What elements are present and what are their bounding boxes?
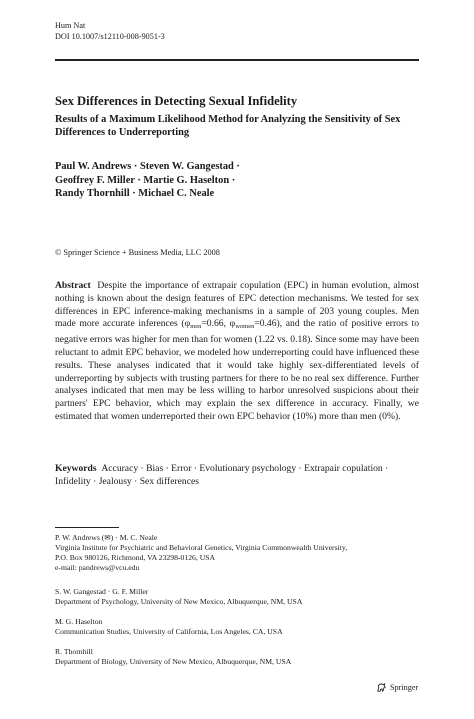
abstract-text-cont: and the ratio of positive errors to negative errors was higher for men than for women (1.22 vs. 0.18). Since some may have been reluctant to admit EPC behavior, we modeled how underreporting could have influenced these results. These analyses indicated that it would take highly sex-differentiated levels of underreporting by subjects with trusting partners for there to be no real sex difference. Further analyses indicated that men may be less willing to harbor unresolved suspicions about their partners' EPC behavior, which may explain the sex difference in accuracy. Finally, we estimated that women underreported their own EPC behavior (10%) more than men (0%). (55, 318, 420, 422)
affiliation-authors: P. W. Andrews (✉) · M. C. Neale (55, 533, 158, 542)
author-line: Randy Thornhill · Michael C. Neale (55, 188, 215, 199)
affiliation-email: e-mail: pandrews@vcu.edu (55, 563, 140, 572)
affiliation-block (55, 617, 419, 637)
abstract-text: Despite the importance of extrapair copulation (EPC) in human evolution, almost nothing is known about the design features of EPC detection mechanisms. We tested for sex differences in EPC inference-making mechanisms in a sample of 203 young couples. Men made more accurate inferences ( (55, 280, 419, 330)
abstract (55, 280, 419, 424)
affiliation-address: P.O. Box 980126, Richmond, VA 23298-0126, USA (55, 553, 216, 562)
affiliation-authors: M. G. Haselton (55, 617, 103, 626)
running-header (55, 21, 165, 42)
author-list (55, 160, 435, 201)
affiliation-block (55, 533, 419, 573)
affiliation-address: Department of Psychology, University of New Mexico, Albuquerque, NM, USA (55, 597, 303, 606)
phi-symbol: φ (229, 318, 236, 330)
affiliation-authors: R. Thornhill (55, 647, 93, 656)
author-line: Paul W. Andrews · Steven W. Gangestad · (55, 161, 240, 172)
abstract-label: Abstract (55, 280, 91, 291)
header-rule (55, 59, 419, 61)
author-line: Geoffrey F. Miller · Martie G. Haselton · (55, 174, 236, 186)
footnote-rule (55, 527, 119, 528)
value-men: =0.66, (201, 318, 230, 330)
springer-horse-icon (376, 682, 387, 693)
keywords-label: Keywords (55, 463, 97, 474)
subscript-women: women (235, 323, 255, 331)
phi-symbol: φ (184, 318, 191, 330)
affiliation-address: Virginia Institute for Psychiatric and Behavioral Genetics, Virginia Commonwealth University, (55, 543, 348, 552)
keywords-text: Accuracy · Bias · Error · Evolutionary psychology · Extrapair copulation · Infidelity · Jealousy · Sex differences (55, 463, 389, 487)
article-title: Sex Differences in Detecting Sexual Infidelity (55, 94, 298, 108)
affiliation-address: Communication Studies, University of California, Los Angeles, CA, USA (55, 627, 283, 636)
article-subtitle: Results of a Maximum Likelihood Method for Analyzing the Sensitivity of Sex Differences to Underreporting (55, 114, 401, 138)
keywords (55, 463, 419, 489)
affiliation-authors: S. W. Gangestad · G. F. Miller (55, 587, 149, 596)
affiliation-address: Department of Biology, University of New Mexico, Albuquerque, NM, USA (55, 657, 292, 666)
publisher-footer (376, 682, 418, 693)
publisher-name: Springer (390, 682, 419, 692)
affiliation-block (55, 587, 419, 607)
subscript-men: men (190, 323, 202, 331)
copyright-notice: © Springer Science + Business Media, LLC 2008 (55, 248, 220, 257)
journal-name: Hum Nat (55, 21, 86, 30)
affiliation-block (55, 647, 419, 667)
value-women: =0.46), (254, 318, 283, 330)
doi: DOI 10.1007/s12110-008-9051-3 (55, 31, 165, 41)
